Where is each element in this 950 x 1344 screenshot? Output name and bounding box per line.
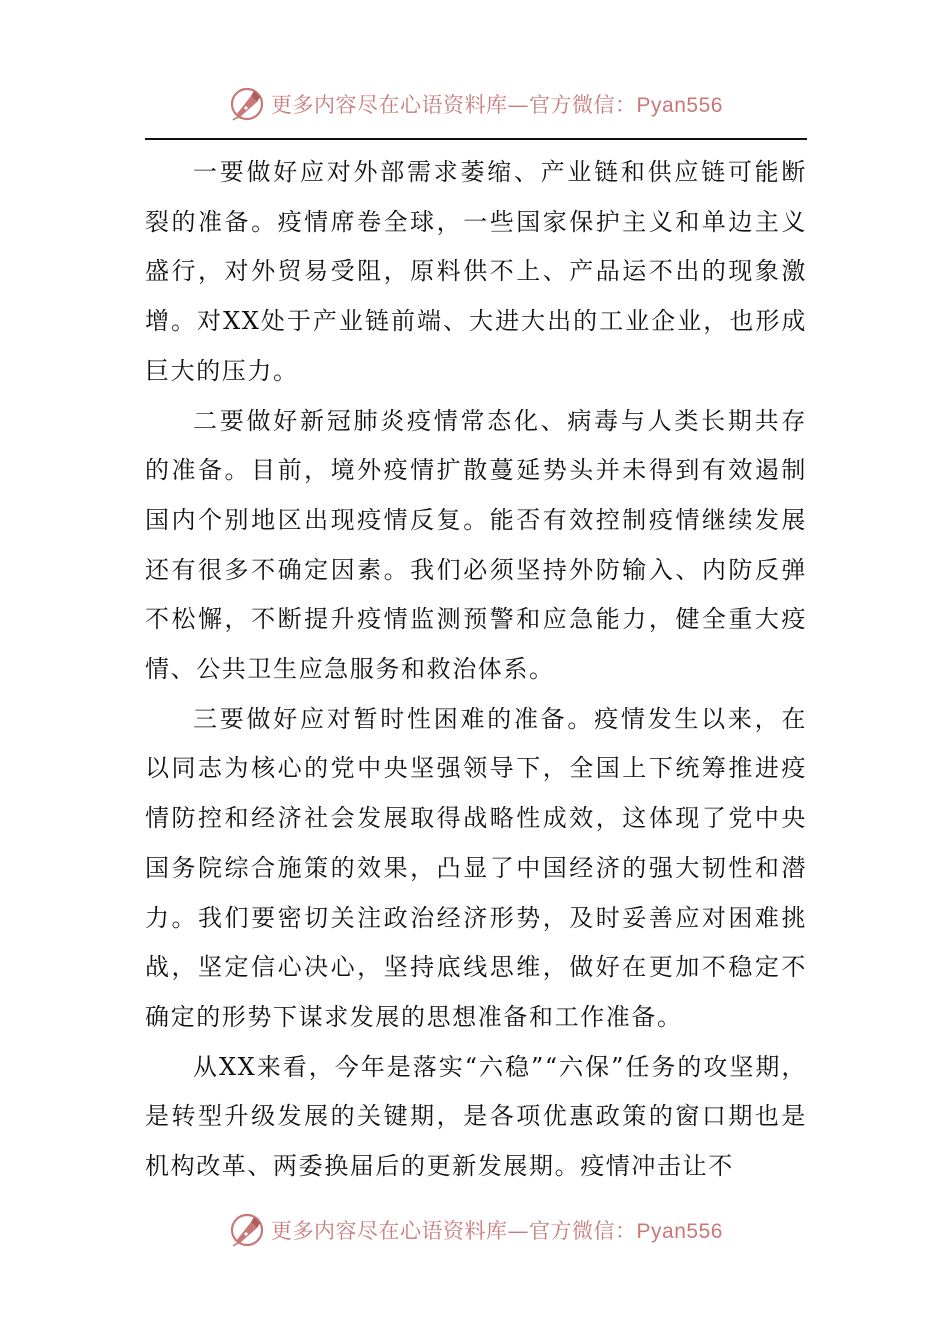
pen-nib-logo-icon [227, 84, 267, 124]
footer-banner [0, 1208, 950, 1252]
pen-nib-logo-icon [227, 1210, 267, 1250]
document-body [145, 148, 807, 1192]
paragraph-3: 三要做好应对暂时性困难的准备。疫情发生以来，在以同志为核心的党中央坚强领导下，全国上下统筹推进疫情防控和经济社会发展取得战略性成效，这体现了党中央国务院综合施策的效果，凸显了中国经济的强大韧性和潜力。我们要密切关注政治经济形势，及时妥善应对困难挑战，坚定信心决心，坚持底线思维，做好在更加不稳定不确定的形势下谋求发展的思想准备和工作准备。 [145, 704, 807, 1031]
footer-wechat-id: Pyan556 [636, 1220, 723, 1243]
header-banner [0, 82, 950, 126]
header-divider [145, 138, 807, 140]
paragraph-2: 二要做好新冠肺炎疫情常态化、病毒与人类长期共存的准备。目前，境外疫情扩散蔓延势头并未得到有效遏制国内个别地区出现疫情反复。能否有效控制疫情继续发展还有很多不确定因素。我们必须坚持外防输入、内防反弹不松懈，不断提升疫情监测预警和应急能力，健全重大疫情、公共卫生应急服务和救治体系。 [145, 406, 807, 684]
header-banner-text [271, 89, 723, 119]
paragraph-1: 一要做好应对外部需求萎缩、产业链和供应链可能断裂的准备。疫情席卷全球，一些国家保护主义和单边主义盛行，对外贸易受阻，原料供不上、产品运不出的现象激增。对XX处于产业链前端、大进大出的工业企业，也形成巨大的压力。 [145, 158, 807, 385]
footer-slogan: 更多内容尽在心语资料库—官方微信： [271, 1219, 637, 1243]
paragraph-4: 从XX来看，今年是落实“六稳”“六保”任务的攻坚期，是转型升级发展的关键期，是各项优惠政策的窗口期也是机构改革、两委换届后的更新发展期。疫情冲击让不 [145, 1052, 807, 1181]
header-slogan: 更多内容尽在心语资料库—官方微信： [271, 93, 637, 117]
header-wechat-id: Pyan556 [636, 94, 723, 117]
footer-banner-text [271, 1215, 723, 1245]
